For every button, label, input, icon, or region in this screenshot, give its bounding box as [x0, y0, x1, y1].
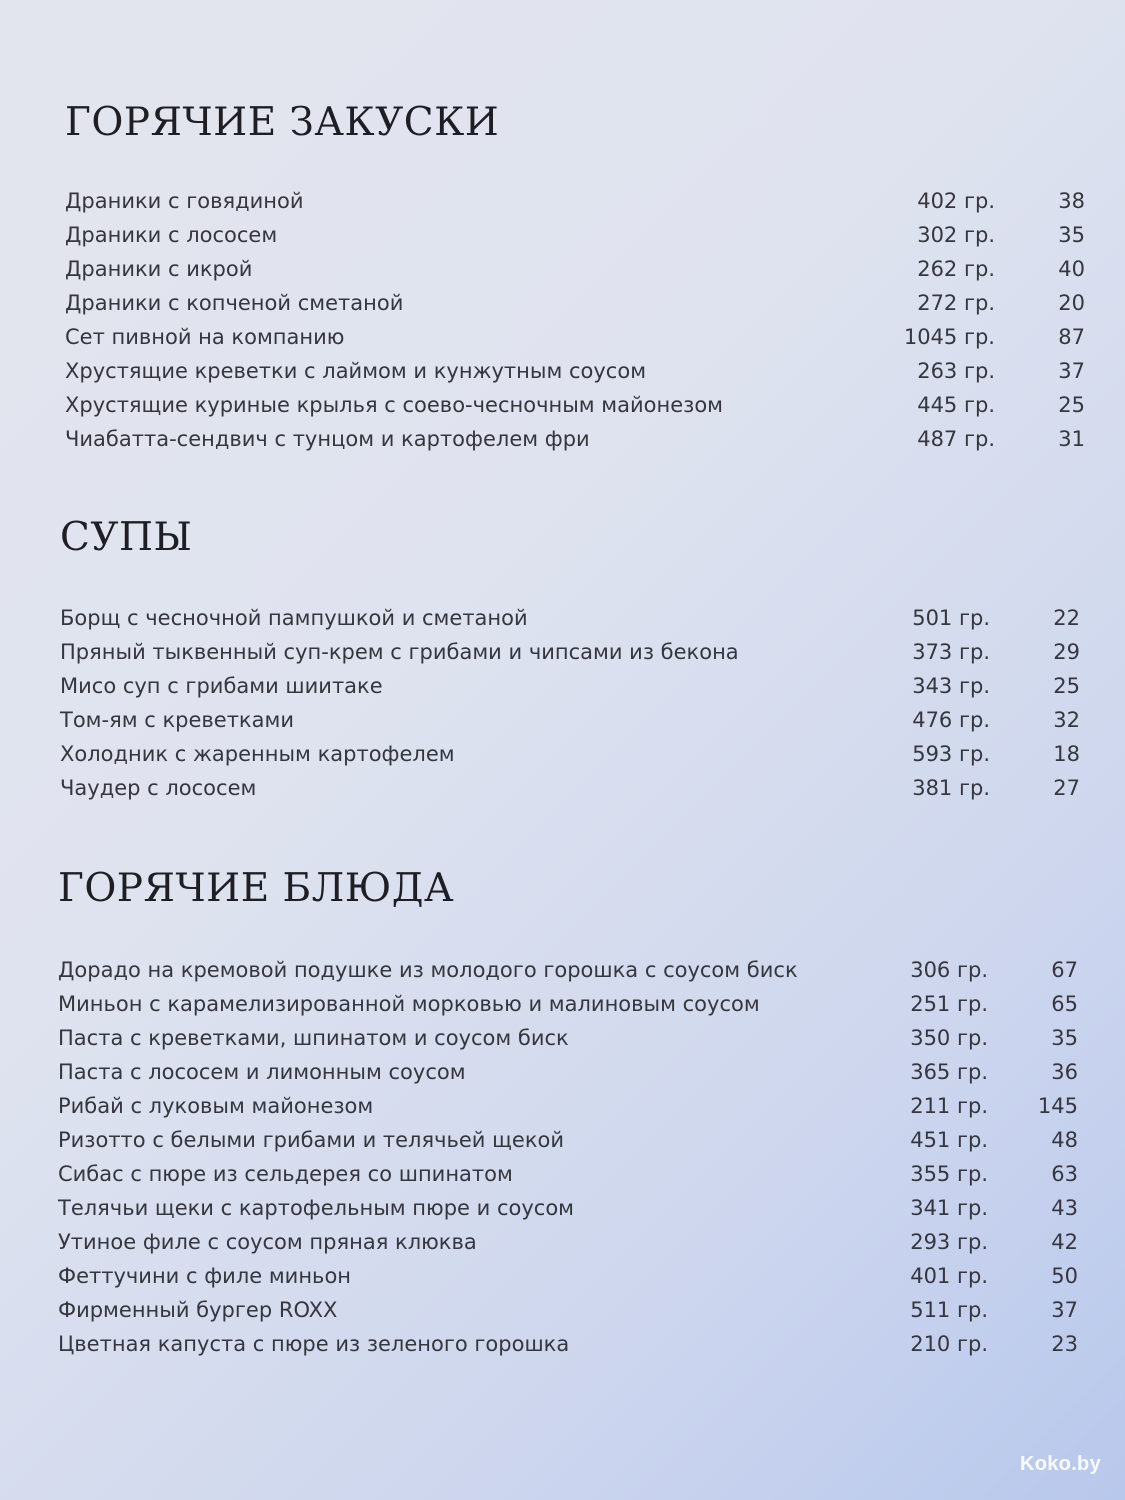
menu-item — [65, 286, 1095, 320]
menu-item — [58, 1293, 1088, 1327]
item-name: Ризотто с белыми грибами и телячьей щекой — [58, 1128, 565, 1152]
menu-item — [60, 669, 1090, 703]
item-price: 50 — [1051, 1264, 1078, 1288]
item-weight: 451 гр. — [910, 1128, 988, 1152]
item-weight: 401 гр. — [910, 1264, 988, 1288]
item-weight: 293 гр. — [910, 1230, 988, 1254]
item-name: Телячьи щеки с картофельным пюре и соусом — [58, 1196, 575, 1220]
item-price: 38 — [1058, 189, 1085, 213]
item-weight: 487 гр. — [917, 427, 995, 451]
item-price: 48 — [1051, 1128, 1078, 1152]
menu-item — [65, 388, 1095, 422]
item-price: 43 — [1051, 1196, 1078, 1220]
item-name: Рибай с луковым майонезом — [58, 1094, 374, 1118]
watermark: Koko.by — [1020, 1453, 1101, 1475]
item-name: Миньон с карамелизированной морковью и малиновым соусом — [58, 992, 760, 1016]
section-title: СУПЫ — [60, 515, 193, 560]
item-price: 27 — [1053, 776, 1080, 800]
item-name: Драники с копченой сметаной — [65, 291, 404, 315]
item-weight: 306 гр. — [910, 958, 988, 982]
item-price: 35 — [1051, 1026, 1078, 1050]
item-name: Паста с креветками, шпинатом и соусом биск — [58, 1026, 569, 1050]
item-name: Драники с лососем — [65, 223, 278, 247]
menu-item — [58, 1021, 1088, 1055]
menu-items-list — [60, 601, 1090, 805]
item-price: 25 — [1053, 674, 1080, 698]
item-price: 35 — [1058, 223, 1085, 247]
item-price: 20 — [1058, 291, 1085, 315]
item-price: 87 — [1058, 325, 1085, 349]
item-name: Феттучини с филе миньон — [58, 1264, 352, 1288]
item-name: Борщ с чесночной пампушкой и сметаной — [60, 606, 528, 630]
item-name: Хрустящие креветки с лаймом и кунжутным соусом — [65, 359, 647, 383]
menu-items-list — [58, 953, 1088, 1361]
item-price: 23 — [1051, 1332, 1078, 1356]
item-weight: 210 гр. — [910, 1332, 988, 1356]
item-price: 31 — [1058, 427, 1085, 451]
menu-item — [58, 1191, 1088, 1225]
item-price: 65 — [1051, 992, 1078, 1016]
item-price: 18 — [1053, 742, 1080, 766]
item-weight: 381 гр. — [912, 776, 990, 800]
menu-item — [65, 184, 1095, 218]
item-price: 37 — [1058, 359, 1085, 383]
menu-item — [65, 252, 1095, 286]
item-name: Чаудер с лососем — [60, 776, 257, 800]
item-price: 63 — [1051, 1162, 1078, 1186]
item-weight: 511 гр. — [910, 1298, 988, 1322]
menu-item — [58, 1225, 1088, 1259]
item-price: 42 — [1051, 1230, 1078, 1254]
item-price: 25 — [1058, 393, 1085, 417]
item-name: Холодник с жаренным картофелем — [60, 742, 455, 766]
menu-items-list — [65, 184, 1095, 456]
item-weight: 402 гр. — [917, 189, 995, 213]
menu-item — [58, 1259, 1088, 1293]
item-name: Утиное филе с соусом пряная клюква — [58, 1230, 477, 1254]
item-name: Сет пивной на компанию — [65, 325, 345, 349]
item-name: Дорадо на кремовой подушке из молодого горошка с соусом биск — [58, 958, 798, 982]
item-weight: 272 гр. — [917, 291, 995, 315]
item-weight: 341 гр. — [910, 1196, 988, 1220]
item-weight: 476 гр. — [912, 708, 990, 732]
section-title: ГОРЯЧИЕ БЛЮДА — [58, 866, 455, 911]
item-weight: 263 гр. — [917, 359, 995, 383]
menu-item — [58, 1123, 1088, 1157]
menu-item — [60, 635, 1090, 669]
item-price: 40 — [1058, 257, 1085, 281]
item-weight: 365 гр. — [910, 1060, 988, 1084]
item-weight: 593 гр. — [912, 742, 990, 766]
section-hot-appetizers — [65, 98, 1095, 451]
item-weight: 1045 гр. — [903, 325, 995, 349]
section-title: ГОРЯЧИЕ ЗАКУСКИ — [65, 100, 500, 145]
menu-item — [60, 601, 1090, 635]
item-name: Паста с лососем и лимонным соусом — [58, 1060, 466, 1084]
item-name: Пряный тыквенный суп-крем с грибами и чипсами из бекона — [60, 640, 739, 664]
menu-item — [58, 1157, 1088, 1191]
item-name: Хрустящие куриные крылья с соево-чесночным майонезом — [65, 393, 724, 417]
menu-item — [65, 218, 1095, 252]
menu-item — [60, 703, 1090, 737]
item-weight: 350 гр. — [910, 1026, 988, 1050]
item-price: 22 — [1053, 606, 1080, 630]
menu-item — [58, 1089, 1088, 1123]
menu-item — [60, 771, 1090, 805]
item-weight: 251 гр. — [910, 992, 988, 1016]
item-name: Драники с икрой — [65, 257, 253, 281]
item-weight: 355 гр. — [910, 1162, 988, 1186]
item-weight: 211 гр. — [910, 1094, 988, 1118]
item-weight: 302 гр. — [917, 223, 995, 247]
item-name: Цветная капуста с пюре из зеленого горошка — [58, 1332, 570, 1356]
item-name: Сибас с пюре из сельдерея со шпинатом — [58, 1162, 513, 1186]
item-price: 36 — [1051, 1060, 1078, 1084]
item-weight: 373 гр. — [912, 640, 990, 664]
item-weight: 501 гр. — [912, 606, 990, 630]
section-hot-dishes — [58, 864, 1088, 1356]
item-name: Мисо суп с грибами шиитаке — [60, 674, 383, 698]
menu-item — [58, 987, 1088, 1021]
item-weight: 343 гр. — [912, 674, 990, 698]
item-name: Драники с говядиной — [65, 189, 304, 213]
item-weight: 445 гр. — [917, 393, 995, 417]
menu-item — [65, 422, 1095, 456]
item-price: 67 — [1051, 958, 1078, 982]
item-name: Чиабатта-сендвич с тунцом и картофелем фри — [65, 427, 590, 451]
item-price: 145 — [1037, 1094, 1078, 1118]
section-soups — [60, 513, 1090, 800]
item-price: 32 — [1053, 708, 1080, 732]
menu-item — [65, 320, 1095, 354]
item-price: 37 — [1051, 1298, 1078, 1322]
item-weight: 262 гр. — [917, 257, 995, 281]
menu-item — [58, 1327, 1088, 1361]
item-name: Фирменный бургер ROXX — [58, 1298, 338, 1322]
item-name: Том-ям с креветками — [60, 708, 294, 732]
item-price: 29 — [1053, 640, 1080, 664]
menu-item — [60, 737, 1090, 771]
menu-item — [58, 1055, 1088, 1089]
menu-item — [65, 354, 1095, 388]
menu-item — [58, 953, 1088, 987]
